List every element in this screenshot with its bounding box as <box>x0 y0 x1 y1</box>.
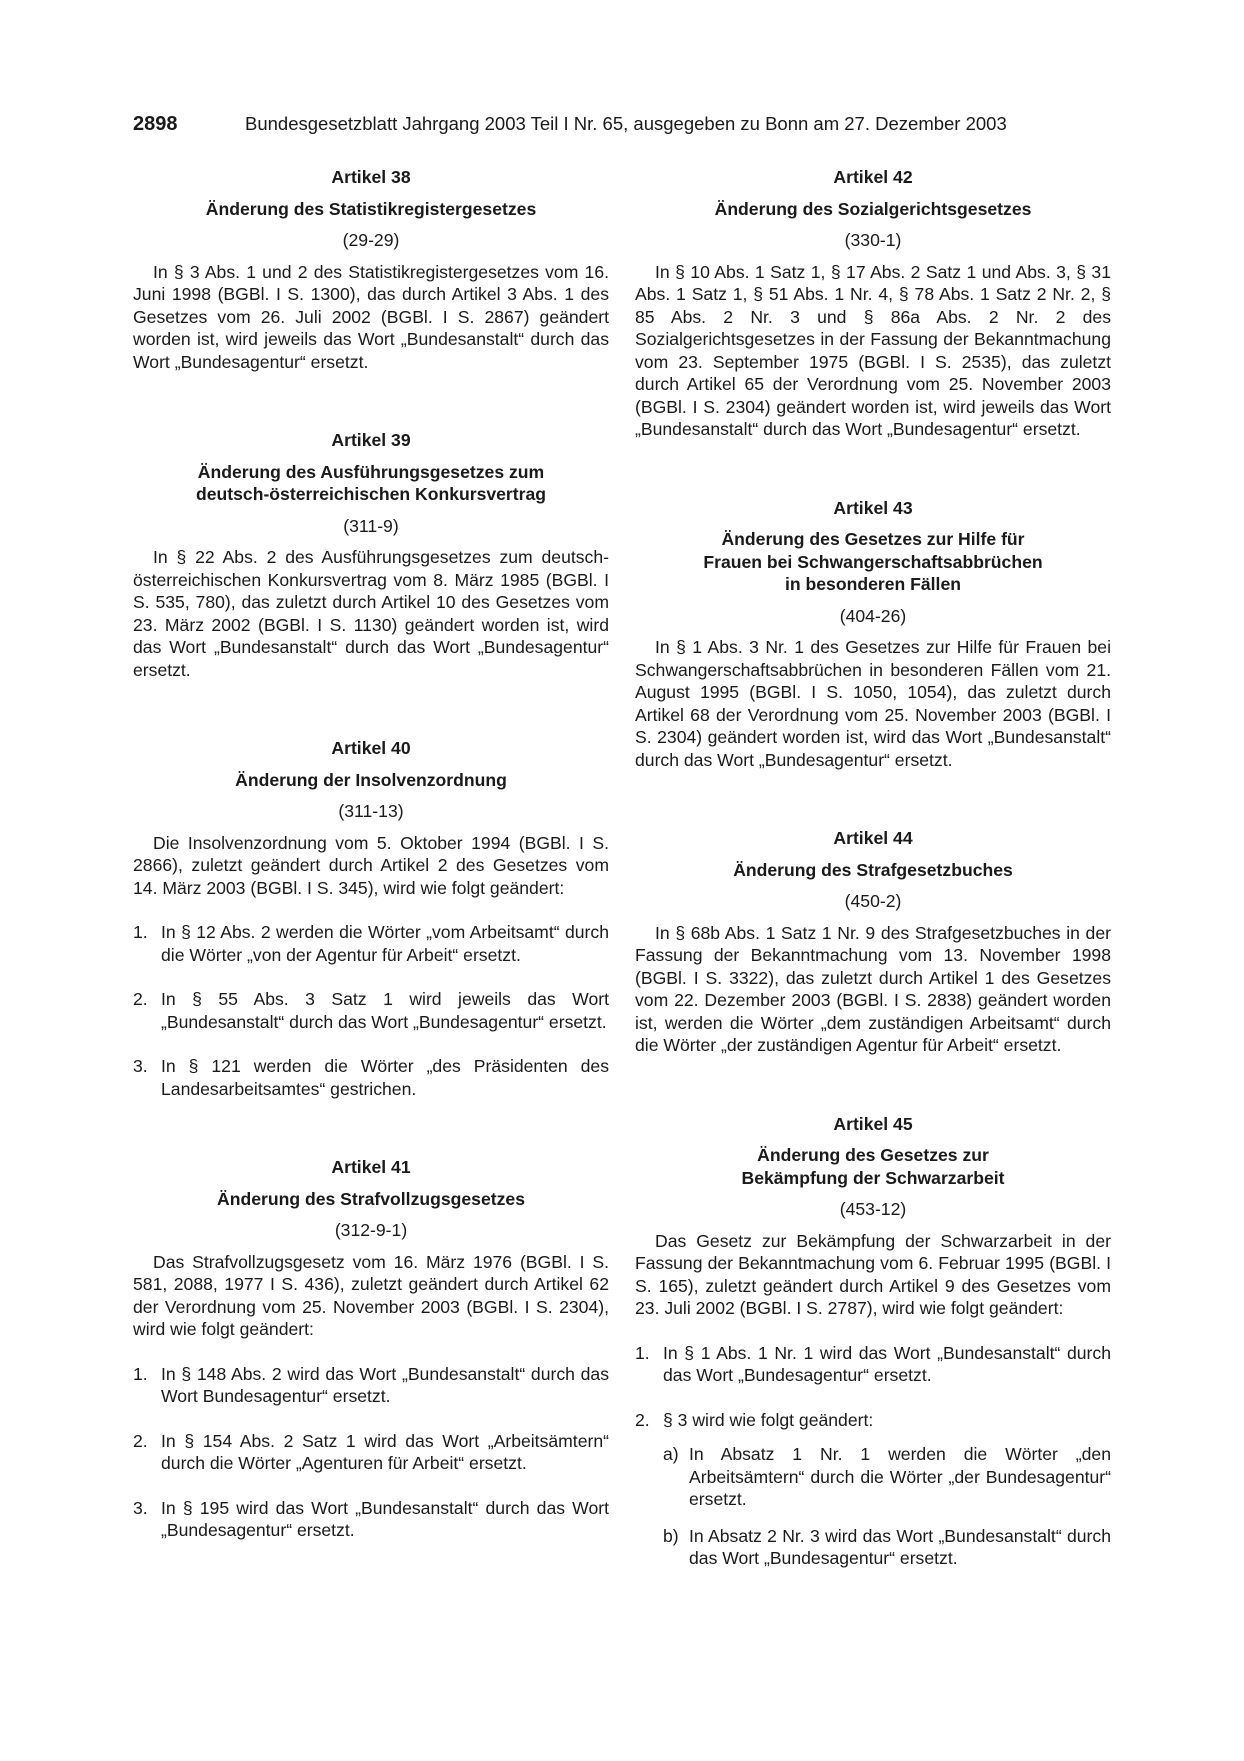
subitem-list <box>663 1443 1111 1570</box>
article-44 <box>635 827 1111 1057</box>
article-code: (453-12) <box>839 1199 907 1219</box>
article-code: (312-9-1) <box>334 1220 408 1240</box>
item-list <box>635 1342 1111 1570</box>
article-code: (29-29) <box>342 230 400 250</box>
right-column <box>635 166 1111 1570</box>
item-text: In § 154 Abs. 2 Satz 1 wird das Wort „Arbeitsämtern“ durch die Wörter „Agenturen für Arbeit“ ersetzt. <box>161 1430 609 1473</box>
list-item <box>133 988 609 1033</box>
article-code: (311-9) <box>343 515 399 536</box>
item-number: 1. <box>635 1342 650 1363</box>
subitem-letter: b) <box>663 1525 679 1546</box>
item-text: § 3 wird wie folgt geändert: <box>663 1409 874 1430</box>
item-list <box>133 921 609 1100</box>
article-number: Artikel 39 <box>331 430 411 450</box>
article-text: In § 68b Abs. 1 Satz 1 Nr. 9 des Strafgesetzbuches in der Fassung der Bekanntmachung vom 13. November 1998 (BGBl. I S. 3322), das zuletzt durch Artikel 1 des Gesetzes vom 22. Dezember 2003 (BGBl. I S. 2838) geändert worden ist, werden die Wörter „dem zuständigen Arbeitsamt“ durch die Wörter „der zuständigen Agentur für Arbeit“ ersetzt. <box>635 922 1111 1055</box>
article-number: Artikel 40 <box>331 738 411 758</box>
article-number: Artikel 45 <box>833 1113 913 1134</box>
page-header <box>133 112 1113 136</box>
item-text: In § 1 Abs. 1 Nr. 1 wird das Wort „Bundesanstalt“ durch das Wort „Bundesagentur“ ersetzt. <box>663 1342 1111 1385</box>
list-item <box>133 1363 609 1408</box>
article-title: Änderung des Strafvollzugsgesetzes <box>217 1188 525 1209</box>
article-title: Änderung des Statistikregistergesetzes <box>205 198 537 219</box>
article-number: Artikel 41 <box>331 1157 411 1177</box>
gazette-title: Bundesgesetzblatt Jahrgang 2003 Teil I Nr. 65, ausgegeben zu Bonn am 27. Dezember 2003 <box>245 113 1007 134</box>
subitem-text: In Absatz 1 Nr. 1 werden die Wörter „den Arbeitsämtern“ durch die Wörter „der Bundesagentur“ ersetzt. <box>689 1444 1111 1509</box>
article-title: Änderung des Strafgesetzbuches <box>733 859 1013 880</box>
article-title: Änderung des Gesetzes zur Hilfe für Frauen bei Schwangerschaftsabbrüchen in besonderen Fällen <box>703 529 1043 594</box>
article-43 <box>635 497 1111 772</box>
list-item <box>635 1409 1111 1570</box>
article-40 <box>133 737 609 1100</box>
article-text: In § 1 Abs. 3 Nr. 1 des Gesetzes zur Hilfe für Frauen bei Schwangerschaftsabbrüchen in besonderen Fällen vom 21. August 1995 (BGBl. I S. 1050, 1054), das zuletzt durch Artikel 68 der Verordnung vom 25. November 2003 (BGBl. I S. 2304) geändert worden ist, wird das Wort „Bundesanstalt“ durch das Wort „Bundesagentur“ ersetzt. <box>635 637 1111 770</box>
item-number: 1. <box>133 1363 148 1384</box>
list-item <box>133 1497 609 1542</box>
item-body <box>663 1409 1111 1570</box>
item-number: 2. <box>133 989 148 1009</box>
item-text: In § 195 wird das Wort „Bundesanstalt“ durch das Wort „Bundesagentur“ ersetzt. <box>161 1497 609 1540</box>
item-number: 2. <box>133 1430 148 1451</box>
item-text: In § 121 werden die Wörter „des Präsidenten des Landesarbeitsamtes“ gestrichen. <box>161 1056 609 1099</box>
item-number: 3. <box>133 1056 148 1076</box>
list-item <box>133 1430 609 1475</box>
article-text: Die Insolvenzordnung vom 5. Oktober 1994 (BGBl. I S. 2866), zuletzt geändert durch Artikel 2 des Gesetzes vom 14. März 2003 (BGBl. I S. 345), wird wie folgt geändert: <box>133 832 609 898</box>
article-number: Artikel 44 <box>833 828 913 848</box>
article-text: In § 3 Abs. 1 und 2 des Statistikregistergesetzes vom 16. Juni 1998 (BGBl. I S. 1300), das durch Artikel 3 Abs. 1 des Gesetzes vom 26. Juli 2002 (BGBl. I S. 2867) geändert worden ist, wird jeweils das Wort „Bundesanstalt“ durch das Wort „Bundesagentur“ ersetzt. <box>133 261 609 372</box>
article-text: Das Gesetz zur Bekämpfung der Schwarzarbeit in der Fassung der Bekanntmachung vom 6. Februar 1995 (BGBl. I S. 165), zuletzt geändert durch Artikel 9 des Gesetzes vom 23. Juli 2002 (BGBl. I S. 2787), wird wie folgt geändert: <box>635 1230 1111 1318</box>
item-text: In § 12 Abs. 2 werden die Wörter „vom Arbeitsamt“ durch die Wörter „von der Agentur für Arbeit“ ersetzt. <box>161 922 609 965</box>
item-text: In § 55 Abs. 3 Satz 1 wird jeweils das Wort „Bundesanstalt“ durch das Wort „Bundesagentur“ ersetzt. <box>161 989 609 1032</box>
sub-list-item <box>663 1443 1111 1511</box>
list-item <box>133 921 609 966</box>
sub-list-item <box>663 1525 1111 1570</box>
subitem-text: In Absatz 2 Nr. 3 wird das Wort „Bundesanstalt“ durch das Wort „Bundesagentur“ ersetzt. <box>689 1525 1111 1568</box>
item-list <box>133 1363 609 1542</box>
item-number: 1. <box>133 922 148 942</box>
article-title: Änderung des Ausführungsgesetzes zum deutsch-österreichischen Konkursvertrag <box>195 461 547 504</box>
list-item <box>635 1342 1111 1387</box>
item-text: In § 148 Abs. 2 wird das Wort „Bundesanstalt“ durch das Wort Bundesagentur“ ersetzt. <box>161 1363 609 1406</box>
article-title: Änderung des Gesetzes zur Bekämpfung der Schwarzarbeit <box>741 1145 1005 1188</box>
article-code: (404-26) <box>839 605 907 626</box>
item-number: 2. <box>635 1409 650 1430</box>
item-number: 3. <box>133 1497 148 1518</box>
article-title: Änderung des Sozialgerichtsgesetzes <box>714 198 1032 219</box>
article-code: (450-2) <box>844 891 902 911</box>
subitem-letter: a) <box>663 1444 679 1464</box>
list-item <box>133 1055 609 1100</box>
article-number: Artikel 42 <box>833 167 913 187</box>
article-number: Artikel 43 <box>833 497 913 518</box>
left-column <box>133 166 609 1542</box>
article-code: (311-13) <box>338 801 404 821</box>
article-38 <box>133 166 609 373</box>
page-number: 2898 <box>133 113 178 135</box>
article-39 <box>133 429 609 681</box>
article-41 <box>133 1156 609 1542</box>
article-number: Artikel 38 <box>331 167 411 187</box>
article-title: Änderung der Insolvenzordnung <box>235 769 507 790</box>
article-45 <box>635 1113 1111 1570</box>
article-42 <box>635 166 1111 441</box>
article-text: Das Strafvollzugsgesetz vom 16. März 1976 (BGBl. I S. 581, 2088, 1977 I S. 436), zuletzt geändert durch Artikel 62 der Verordnung vom 25. November 2003 (BGBl. I S. 2304), wird wie folgt geändert: <box>133 1251 609 1339</box>
article-code: (330-1) <box>844 230 902 250</box>
article-text: In § 10 Abs. 1 Satz 1, § 17 Abs. 2 Satz 1 und Abs. 3, § 31 Abs. 1 Satz 1, § 51 Abs. 1 Nr. 4, § 78 Abs. 1 Satz 2 Nr. 2, § 85 Abs. 2 Nr. 3 und § 86a Abs. 2 Nr. 2 des Sozialgerichtsgesetzes in der Fassung der Bekanntmachung vom 23. September 1975 (BGBl. I S. 2535), das zuletzt durch Artikel 65 der Verordnung vom 25. November 2003 (BGBl. I S. 2304) geändert worden ist, wird jeweils das Wort „Bundesanstalt“ durch das Wort „Bundesagentur“ ersetzt. <box>635 261 1111 439</box>
article-text: In § 22 Abs. 2 des Ausführungsgesetzes zum deutsch-österreichischen Konkursvertrag vom 8. März 1985 (BGBl. I S. 535, 780), das zuletzt durch Artikel 10 des Gesetzes vom 23. März 2002 (BGBl. I S. 1130) geändert worden ist, wird das Wort „Bundesanstalt“ durch das Wort „Bundesagentur“ ersetzt. <box>133 547 609 680</box>
